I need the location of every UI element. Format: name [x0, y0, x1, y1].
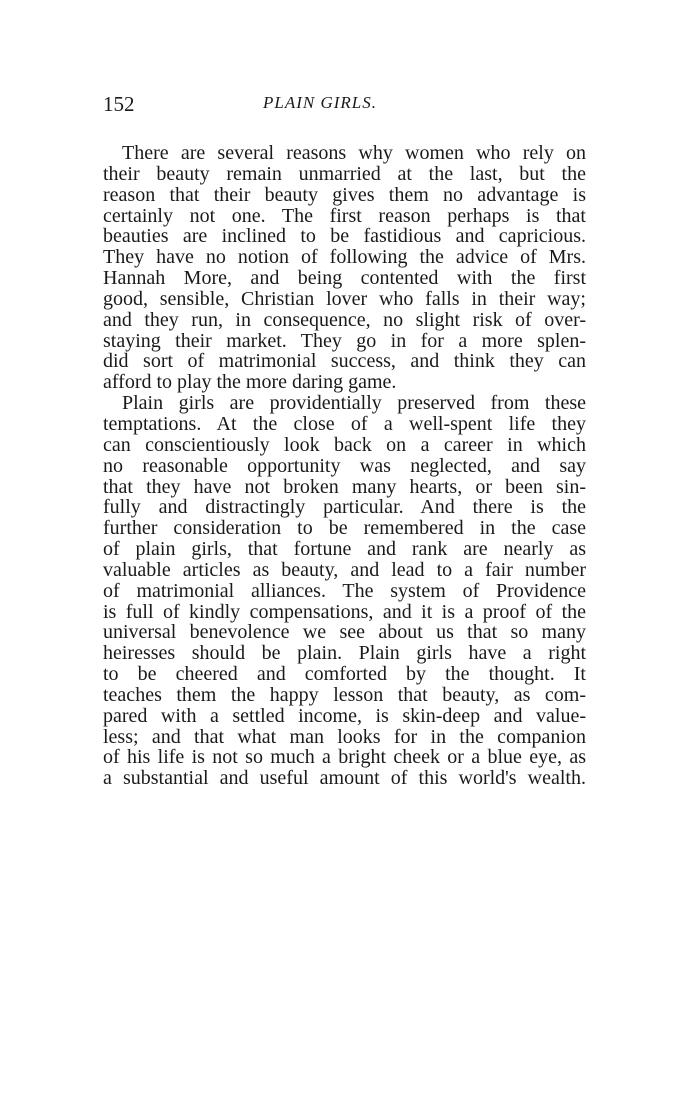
text-line: no reasonable opportunity was neglected, and say	[103, 454, 586, 477]
text-line: can conscientiously look back on a career in which	[103, 433, 586, 456]
page-number: 152	[103, 92, 135, 116]
text-line: of matrimonial alliances. The system of Providence	[103, 579, 586, 602]
text-line: Plain girls are providentially preserved from these	[122, 392, 586, 415]
text-line: is full of kindly compensations, and it is a proof of the	[103, 600, 586, 623]
text-line: reason that their beauty gives them no advantage is	[103, 183, 586, 206]
text-line: teaches them the happy lesson that beauty, as com-	[103, 683, 586, 706]
text-line: good, sensible, Christian lover who falls in their way;	[103, 287, 586, 310]
text-line: heiresses should be plain. Plain girls have a right	[103, 642, 586, 665]
running-title: PLAIN GIRLS.	[263, 93, 377, 112]
text-line: to be cheered and comforted by the thought. It	[103, 663, 586, 686]
text-line: valuable articles as beauty, and lead to a fair number	[103, 558, 586, 581]
text-line: They have no notion of following the advice of Mrs.	[103, 246, 586, 269]
text-line: of plain girls, that fortune and rank are nearly as	[103, 538, 586, 561]
text-line: beauties are inclined to be fastidious and capricious.	[103, 225, 586, 248]
text-line: fully and distractingly particular. And there is the	[103, 496, 586, 519]
text-line: a substantial and useful amount of this world's wealth.	[103, 767, 586, 790]
text-line: of his life is not so much a bright cheek or a blue eye, as	[103, 746, 586, 769]
text-line: their beauty remain unmarried at the last, but the	[103, 162, 586, 185]
text-line: Hannah More, and being contented with the first	[103, 267, 586, 290]
text-line: did sort of matrimonial success, and think they can	[103, 350, 586, 373]
text-line: certainly not one. The first reason perhaps is that	[103, 204, 586, 227]
page-header	[103, 92, 586, 118]
text-line: There are several reasons why women who rely on	[122, 142, 586, 164]
text-line: further consideration to be remembered in the case	[103, 517, 586, 540]
text-line: universal benevolence we see about us that so many	[103, 621, 586, 644]
text-line: afford to play the more daring game.	[103, 371, 397, 394]
text-line: staying their market. They go in for a more splen-	[103, 329, 586, 352]
text-line: that they have not broken many hearts, or been sin-	[103, 475, 586, 498]
text-line: and they run, in consequence, no slight risk of over-	[103, 308, 586, 331]
text-line: less; and that what man looks for in the companion	[103, 725, 586, 748]
text-line: pared with a settled income, is skin-deep and value-	[103, 704, 586, 727]
page-body-text	[103, 143, 586, 789]
text-line: temptations. At the close of a well-spent life they	[103, 412, 586, 435]
